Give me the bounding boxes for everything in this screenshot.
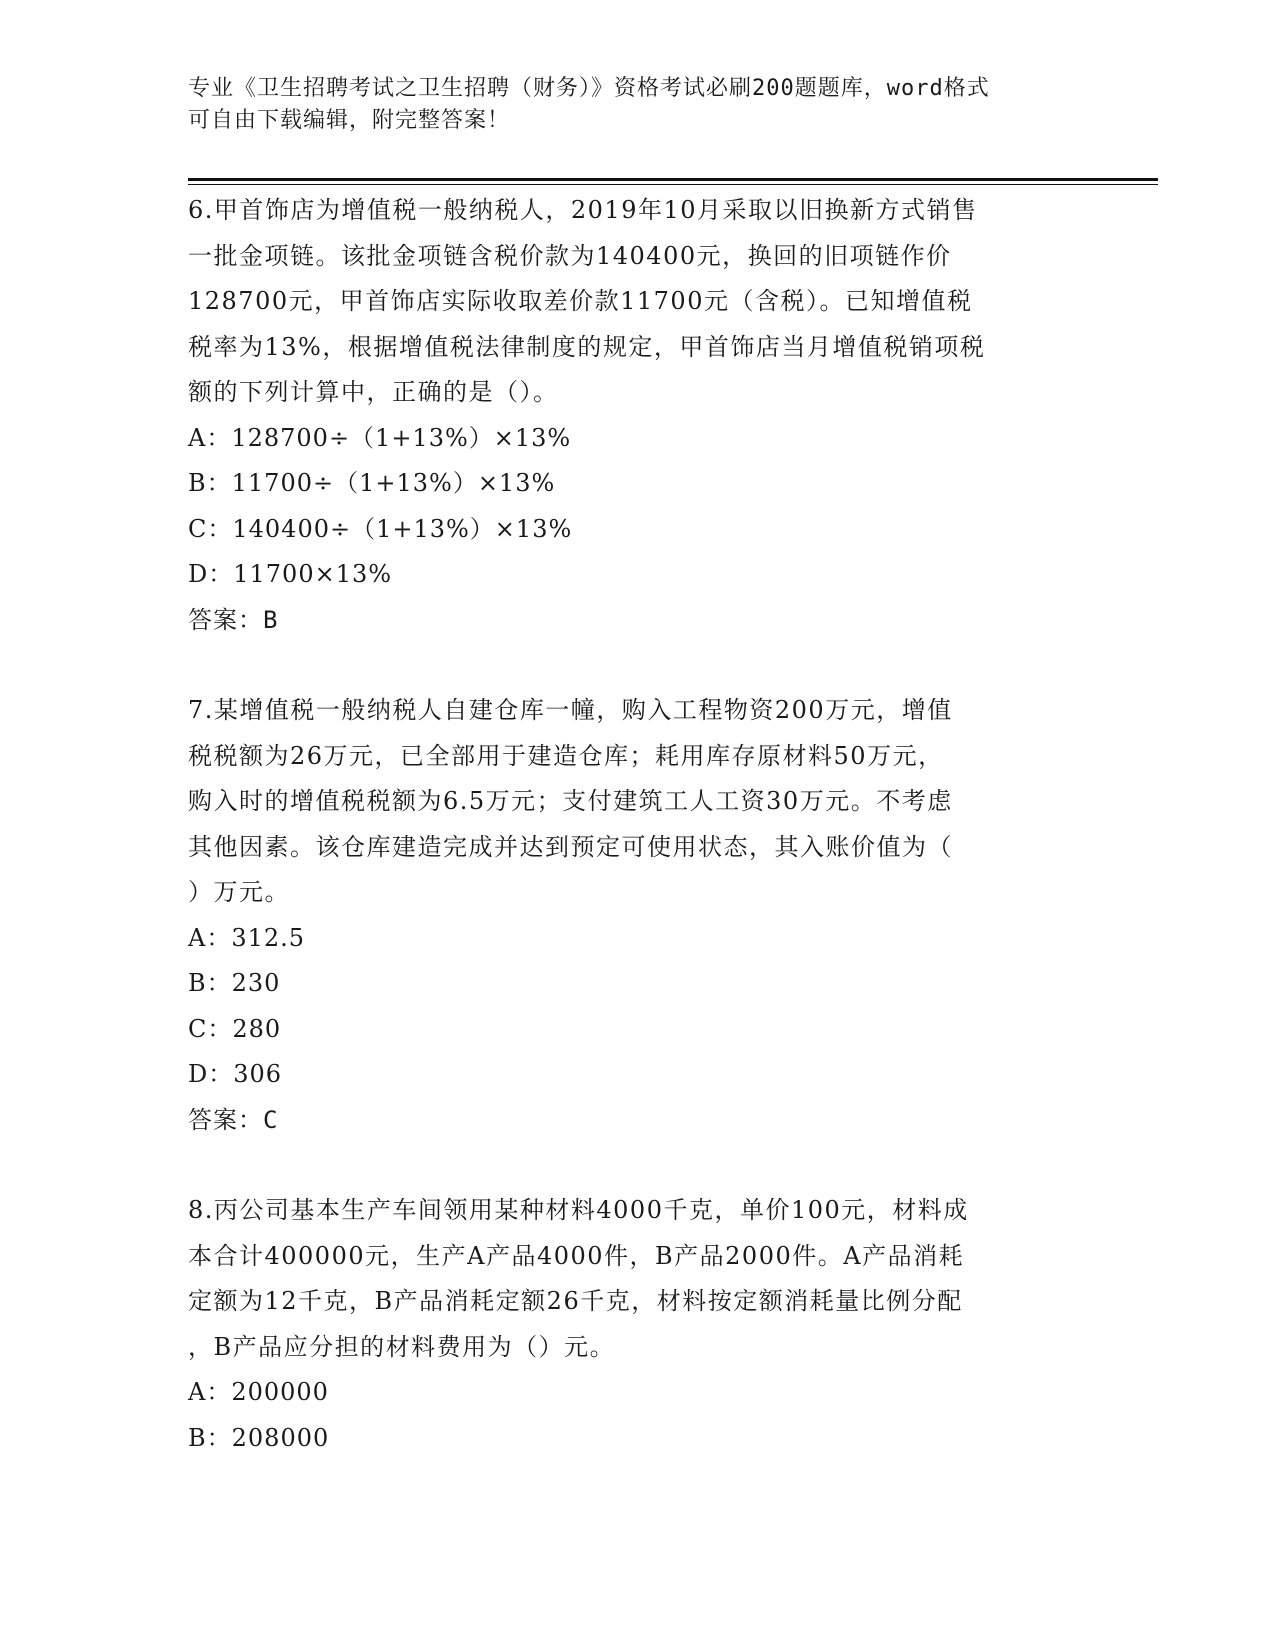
option-c: C：140400÷（1+13%）×13% [188, 514, 573, 543]
question-spacer [188, 1143, 1088, 1188]
question-text-line: 税税额为26万元，已全部用于建造仓库；耗用库存原材料50万元， [188, 741, 944, 770]
question-text-line: 8.丙公司基本生产车间领用某种材料4000千克，单价100元，材料成 [188, 1196, 969, 1224]
option-a: A：128700÷（1+13%）×13% [188, 423, 572, 452]
option-b: B：230 [188, 969, 281, 997]
header-line-1: 专业《卫生招聘考试之卫生招聘（财务）》资格考试必刷200题题库，word格式 [188, 76, 990, 101]
option-d: D：306 [188, 1060, 283, 1088]
header-divider-thick [188, 178, 1158, 181]
question-6 [188, 188, 1088, 643]
question-text-line: ，B产品应分担的材料费用为（）元。 [188, 1332, 616, 1361]
option-d: D：11700×13% [188, 560, 393, 588]
answer-label: 答案：B [188, 605, 279, 634]
answer-label: 答案：C [188, 1105, 279, 1134]
question-8 [188, 1188, 1088, 1461]
question-text-line: 额的下列计算中，正确的是（）。 [188, 378, 559, 406]
document-header [188, 73, 1068, 137]
question-text-line: 本合计400000元，生产A产品4000件，B产品2000件。A产品消耗 [188, 1241, 965, 1270]
option-a: A：312.5 [188, 923, 306, 952]
question-text-line: 128700元，甲首饰店实际收取差价款11700元（含税）。已知增值税 [188, 287, 973, 315]
question-text-line: ）万元。 [188, 878, 290, 906]
question-text-line: 6.甲首饰店为增值税一般纳税人，2019年10月采取以旧换新方式销售 [188, 196, 978, 224]
question-spacer [188, 643, 1088, 688]
question-text-line: 其他因素。该仓库建造完成并达到预定可使用状态，其入账价值为（ [188, 832, 953, 861]
option-b: B：208000 [188, 1423, 330, 1452]
header-divider-thin [188, 184, 1158, 185]
question-text-line: 一批金项链。该批金项链含税价款为140400元，换回的旧项链作价 [188, 241, 952, 270]
question-7 [188, 688, 1088, 1143]
question-text-line: 购入时的增值税税额为6.5万元；支付建筑工人工资30万元。不考虑 [188, 787, 953, 815]
header-line-2: 可自由下载编辑，附完整答案！ [188, 108, 511, 133]
option-c: C：280 [188, 1014, 282, 1043]
question-text-line: 定额为12千克，B产品消耗定额26千克，材料按定额消耗量比例分配 [188, 1287, 963, 1315]
option-b: B：11700÷（1+13%）×13% [188, 469, 556, 497]
question-list [188, 188, 1088, 1461]
option-a: A：200000 [188, 1378, 329, 1406]
question-text-line: 7.某增值税一般纳税人自建仓库一幢，购入工程物资200万元，增值 [188, 696, 953, 724]
question-text-line: 税率为13%，根据增值税法律制度的规定，甲首饰店当月增值税销项税 [188, 332, 986, 361]
